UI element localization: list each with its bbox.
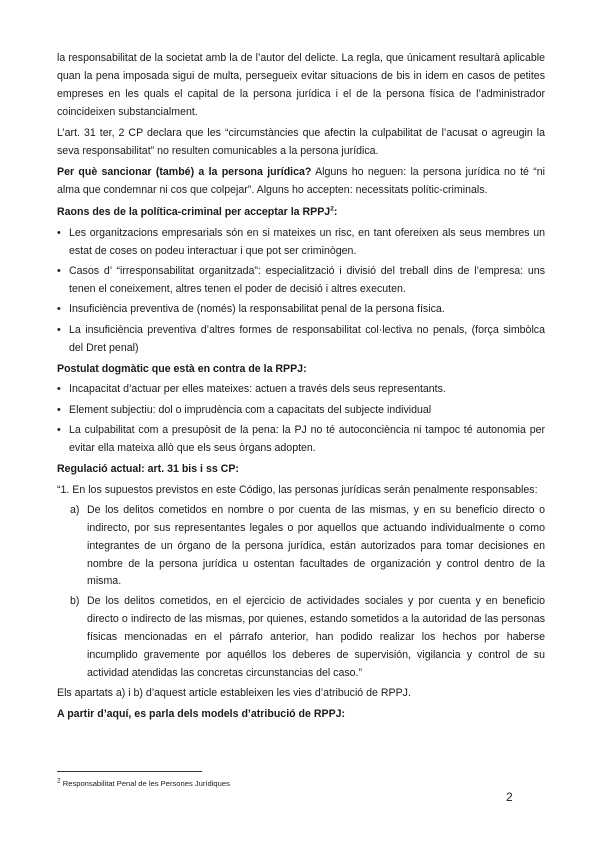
heading-dogmatic-postulate: Postulat dogmàtic que està en contra de la RPPJ: — [57, 362, 307, 375]
footnote — [57, 779, 230, 788]
footnote-divider — [57, 771, 202, 772]
list-item — [57, 322, 545, 358]
list-item-text: La culpabilitat com a presupòsit de la pena: la PJ no té autoconciència ni tampoc té autonomia per evitar ella mateixa allò que els seus òrgans adopten. — [69, 424, 545, 455]
bullet-icon: • — [57, 323, 61, 336]
quote-item — [57, 502, 545, 592]
heading-political-reasons-text: Raons des de la política-criminal per acceptar la RPPJ — [57, 205, 331, 218]
heading-attribution-models: A partir d’aquí, es parla dels models d’atribució de RPPJ: — [57, 708, 346, 721]
list-item-text: Incapacitat d’actuar per elles mateixes: actuen a través dels seus representants. — [69, 383, 446, 396]
quote-intro: “1. En los supuestos previstos en este Código, las personas jurídicas serán penalmente responsables: — [57, 483, 538, 496]
list-item-text: Insuficiència preventiva de (només) la responsabilitat penal de la persona física. — [69, 303, 445, 316]
quote-item-marker: a) — [70, 503, 80, 516]
bullet-icon: • — [57, 303, 61, 316]
why-sanction-answer: Alguns ho neguen: la persona jurídica no té “ni alma que condemnar ni cos que colpejar”. Alguns ho accepten: necessitats polític-criminals. — [57, 166, 545, 197]
political-reasons-list — [57, 225, 545, 358]
list-item — [57, 402, 545, 420]
footnote-ref: 2 — [330, 205, 334, 213]
paragraph-art31ter: L’art. 31 ter, 2 CP declara que les “circumstàncies que afectin la culpabilitat de l’acusat o agreugin la seva responsabilitat” no resulten comunicables a la persona jurídica. — [57, 127, 545, 158]
quote-sublist — [57, 502, 545, 683]
quote-item-text: De los delitos cometidos en nombre o por cuenta de las mismas, y en su beneficio directo o indirecto, por sus representantes legales o por aquellos que actuando individualmente o como integrantes de un órgano de la persona jurídica, están autorizados para tomar decisiones en nombre de la persona jurídica u ostentan facultades de organización y control dentro de la misma. — [87, 503, 545, 588]
page-number: 2 — [506, 790, 513, 804]
list-item-text: La insuficiència preventiva d’altres formes de responsabilitat col·lectiva no penals, (força simbòlca del Dret penal) — [69, 323, 545, 354]
list-item-text: Les organitzacions empresarials són en si mateixes un risc, en tant ofereixen als seus membres un estat de coses on podeu interactuar i que pot ser criminògen. — [69, 226, 545, 257]
list-item — [57, 225, 545, 261]
bullet-icon: • — [57, 424, 61, 437]
heading-current-regulation: Regulació actual: art. 31 bis i ss CP: — [57, 463, 239, 476]
bullet-icon: • — [57, 226, 61, 239]
page-body — [57, 50, 545, 727]
quote-item-text: De los delitos cometidos, en el ejercicio de actividades sociales y por cuenta y en beneficio directo o indirecto de las mismas, por quienes, estando sometidos a la autoridad de las personas físicas mencionadas en el párrafo anterior, han podido realizar los hechos por haberse incumplido gravemente por aquéllos los deberes de supervisión, vigilancia y control de su actividad atendidas las concretas circunstancias del caso.” — [87, 595, 545, 679]
paragraph-why-sanction — [57, 164, 545, 200]
quote-item-marker: b) — [70, 595, 80, 608]
dogmatic-postulate-list — [57, 381, 545, 458]
list-item-text: Casos d’ “irresponsabilitat organitzada”: especialització i divisió del treball dins de l’empresa: uns tenen el coneixement, altres tenen el poder de decisió i altres executen. — [69, 264, 545, 295]
paragraph-bis-in-idem: la responsabilitat de la societat amb la de l’autor del delicte. La regla, que únicament resultarà aplicable quan la pena imposada sigui de multa, persegueix evitar situacions de bis in idem en casos de petites empreses en les quals el capital de la persona jurídica i el de la persona física de l’administrador coincideixen substancialment. — [57, 52, 545, 118]
footnote-text: Responsabilitat Penal de les Persones Jurídiques — [60, 779, 230, 788]
quote-item — [57, 593, 545, 683]
bullet-icon: • — [57, 264, 61, 277]
paragraph-apartats: Els apartats a) i b) d’aquest article estableixen les vies d’atribució de RPPJ. — [57, 686, 411, 699]
bullet-icon: • — [57, 403, 61, 416]
bullet-icon: • — [57, 383, 61, 396]
heading-political-reasons — [57, 204, 545, 222]
list-item — [57, 422, 545, 458]
list-item — [57, 381, 545, 399]
list-item — [57, 263, 545, 299]
list-item-text: Element subjectiu: dol o imprudència com a capacitats del subjecte individual — [69, 403, 432, 416]
list-item — [57, 301, 545, 319]
footnote-number: 2 — [57, 777, 61, 785]
heading-colon: : — [333, 205, 338, 218]
why-sanction-question: Per què sancionar (també) a la persona jurídica? — [57, 166, 312, 179]
